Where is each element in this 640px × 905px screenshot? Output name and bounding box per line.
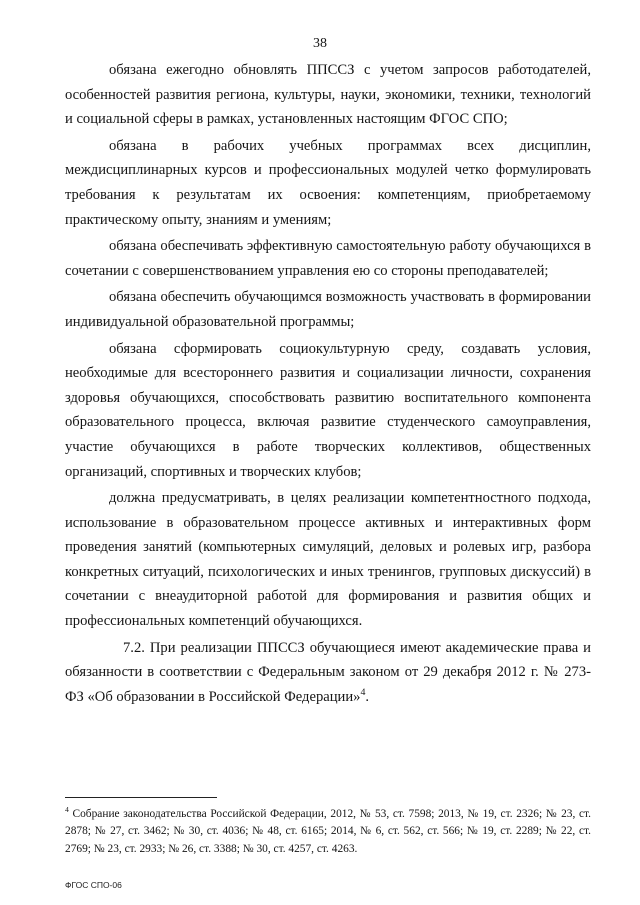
footnote-text: Собрание законодательства Российской Федерации, 2012, № 53, ст. 7598; 2013, № 19, ст. 2326; № 23, ст. 2878; № 27, ст. 3462; № 30, ст. 4036; № 48, ст. 6165; 2014, № 6, ст. 562, ст. 566; № 19, ст. 2289; № 22, ст. 2769; № 23, ст. 2933; № 26, ст. 3388; № 30, ст. 4257, ст. 4263. <box>65 808 591 855</box>
footnote-number: 4 <box>65 805 69 815</box>
footnote-reference[interactable]: 4 <box>360 686 366 698</box>
body-text <box>65 58 591 709</box>
paragraph-4: обязана обеспечить обучающимся возможность участвовать в формировании индивидуальной образовательной программы; <box>65 289 591 330</box>
document-footer: ФГОС СПО-06 <box>65 880 122 890</box>
paragraph-1: обязана ежегодно обновлять ППССЗ с учетом запросов работодателей, особенностей развития региона, культуры, науки, экономики, техники, технологий и социальной сферы в рамках, установленных настоящим ФГОС СПО; <box>65 62 591 128</box>
footnote <box>65 806 591 858</box>
clause-7-2: 7.2. При реализации ППССЗ обучающиеся имеют академические права и обязанности в соответствии с Федеральным законом от 29 декабря 2012 г. № 273-ФЗ «Об образовании в Российской Федерации»$^4$. <box>65 639 591 705</box>
footnote-divider <box>65 797 217 798</box>
paragraph-2: обязана в рабочих учебных программах всех дисциплин, междисциплинарных курсов и профессиональных модулей четко формулировать требования к результатам их освоения: компетенциям, приобретаемому практическому опыту, знаниям и умениям; <box>65 137 591 228</box>
page-number: 38 <box>313 36 327 51</box>
paragraph-6: должна предусматривать, в целях реализации компетентностного подхода, использование в образовательном процессе активных и интерактивных форм проведения занятий (компьютерных симуляций, деловых и ролевых игр, разбора конкретных ситуаций, психологических и иных тренингов, групповых дискуссий) в сочетании с внеаудиторной работой для формирования и развития общих и профессиональных компетенций обучающихся. <box>65 490 591 630</box>
clause-7-2-text: 7.2. При реализации ППССЗ обучающиеся имеют академические права и обязанности в соответствии с Федеральным законом от 29 декабря 2012 г. № 273-ФЗ «Об образовании в Российской Федерации» <box>65 639 591 705</box>
paragraph-3: обязана обеспечивать эффективную самостоятельную работу обучающихся в сочетании с совершенствованием управления ею со стороны преподавателей; <box>65 238 591 279</box>
paragraph-5: обязана сформировать социокультурную среду, создавать условия, необходимые для всестороннего развития и социализации личности, сохранения здоровья обучающихся, способствовать развитию воспитательного компонента образовательного процесса, включая развитие студенческого самоуправления, участие обучающихся в работе творческих коллективов, общественных организаций, спортивных и творческих клубов; <box>65 340 591 480</box>
